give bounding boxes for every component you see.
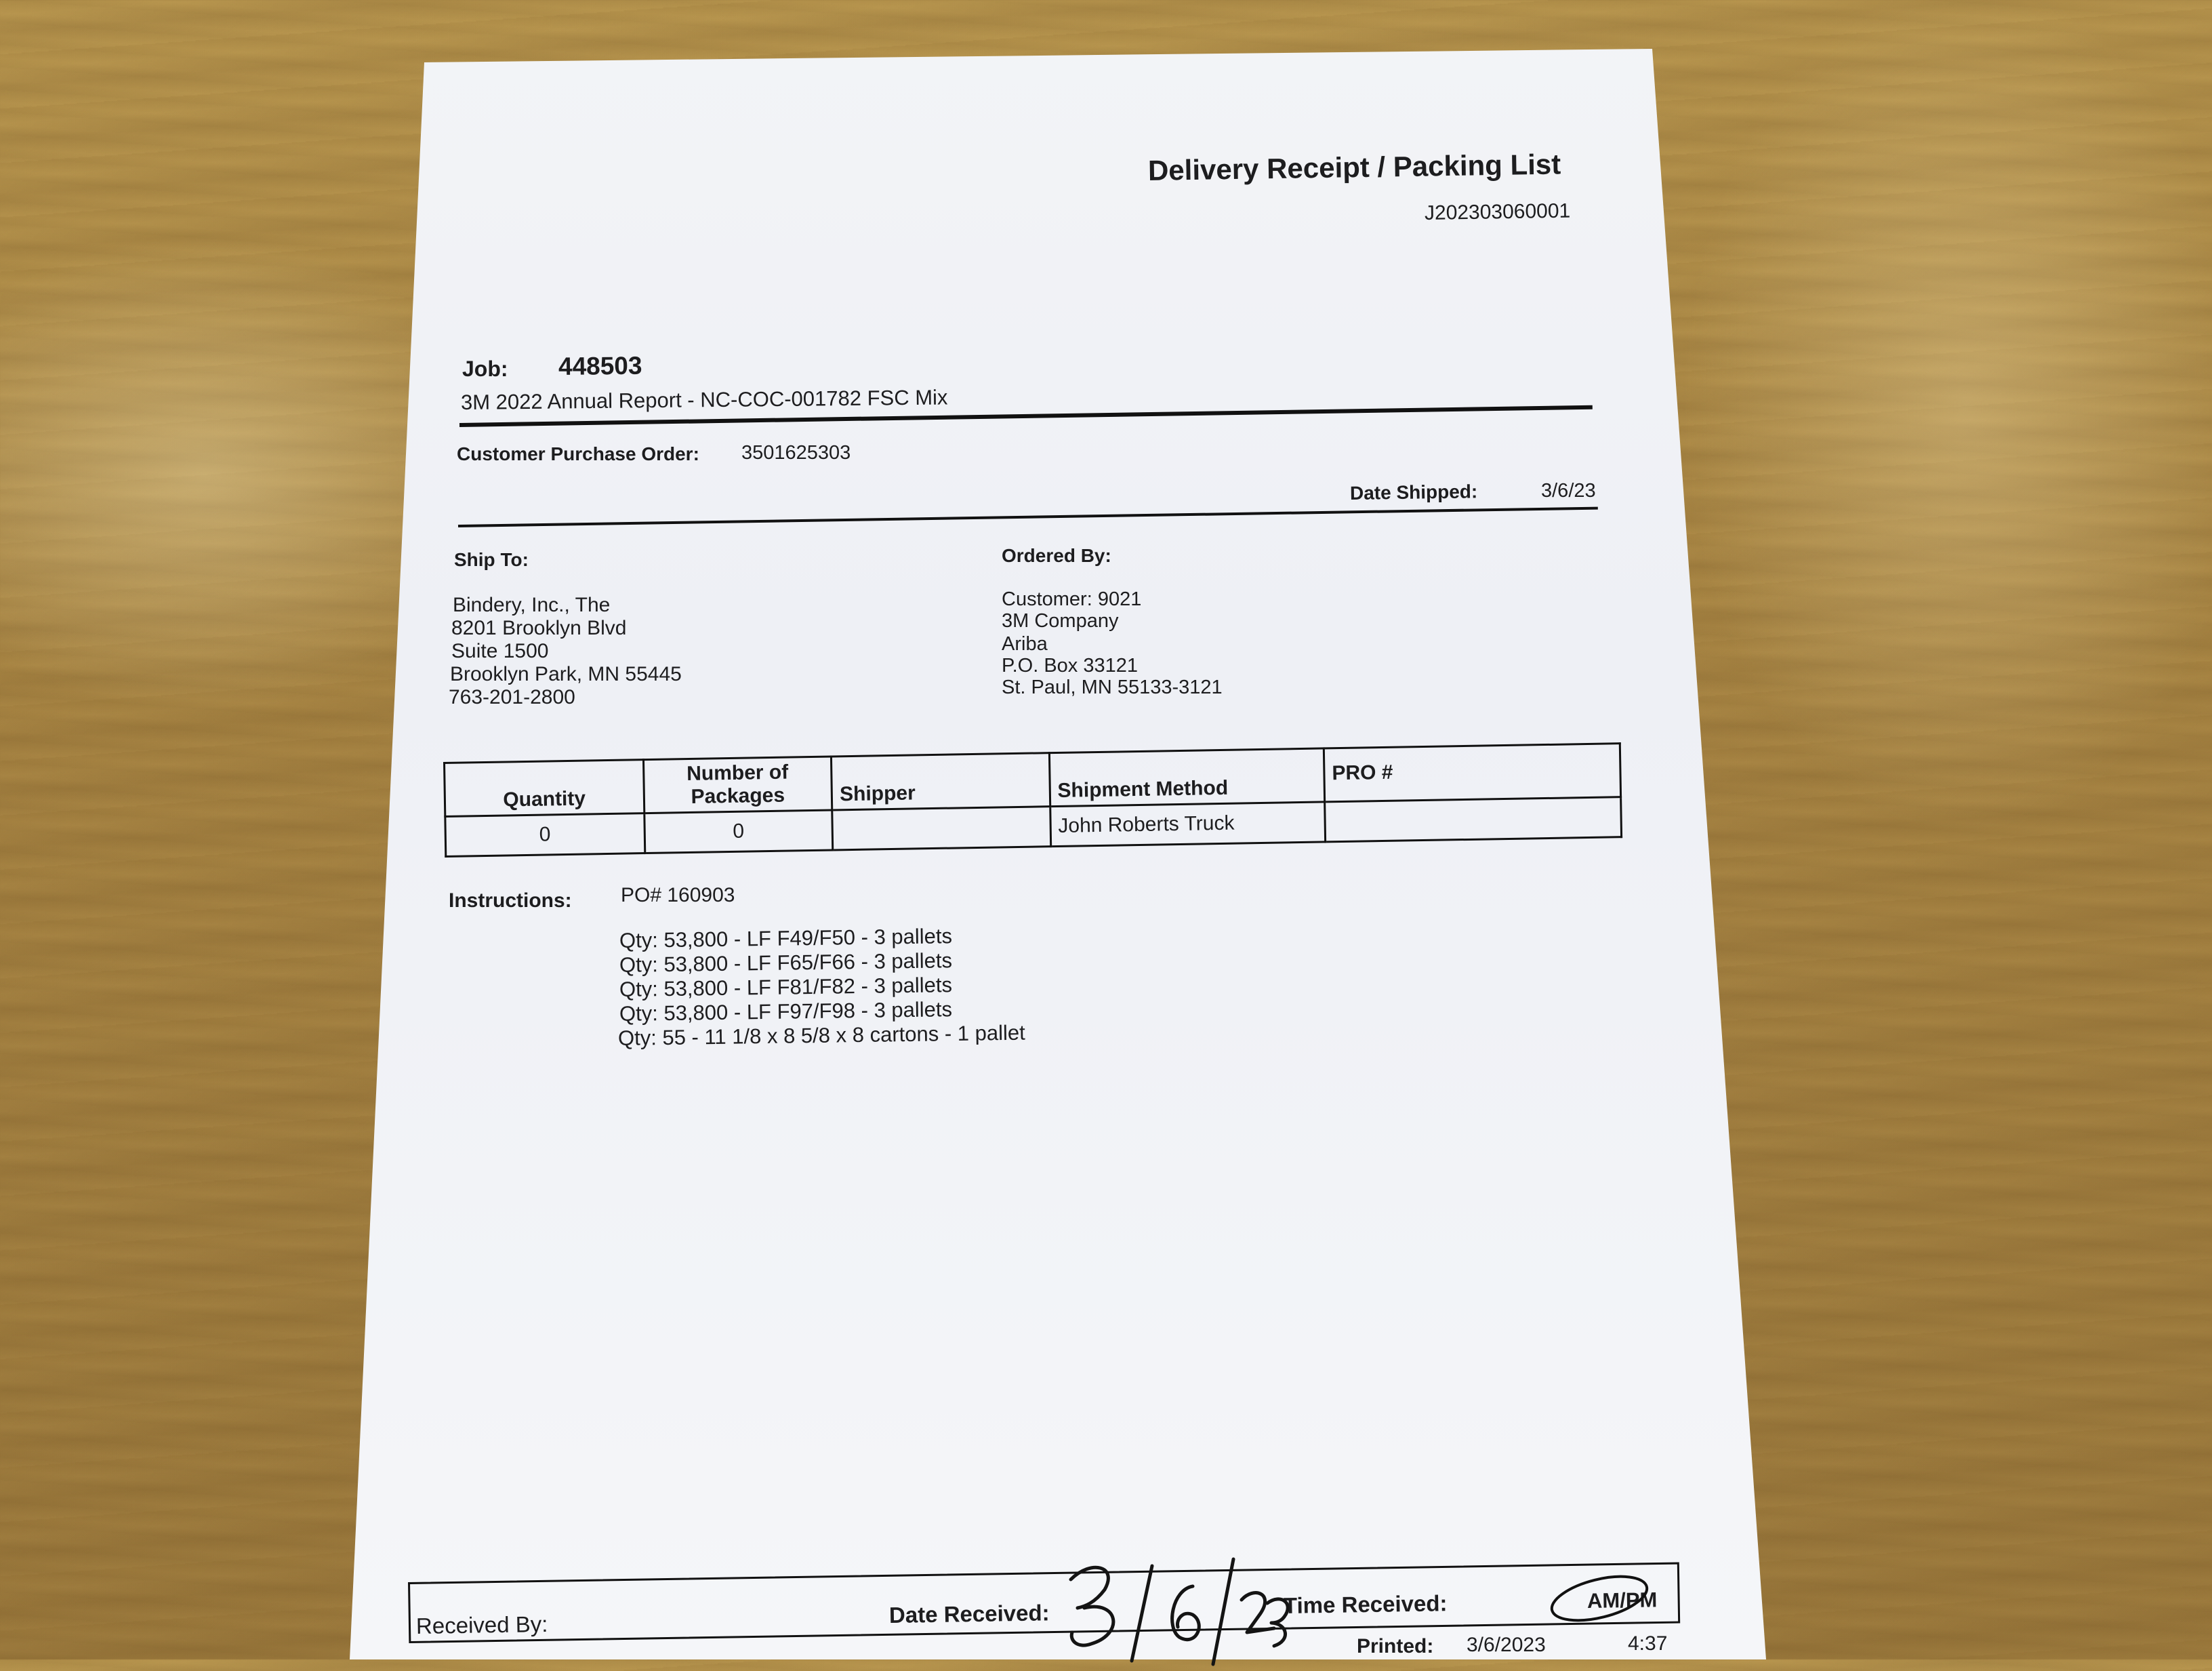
date-received-handwritten: [1064, 1552, 1294, 1671]
date-shipped-label: Date Shipped:: [1349, 481, 1478, 504]
ordered-by-line: Ariba: [1002, 633, 1048, 655]
date-received-label: Date Received:: [888, 1600, 1050, 1628]
packages-cell: 0: [644, 810, 833, 853]
printed-label: Printed:: [1357, 1635, 1434, 1657]
column-header-pro: PRO #: [1324, 744, 1620, 802]
job-number: 448503: [558, 351, 642, 380]
ordered-by-line: St. Paul, MN 55133-3121: [1002, 677, 1223, 698]
instructions-label: Instructions:: [449, 889, 572, 912]
list-item: Qty: 53,800 - LF F49/F50 - 3 pallets: [619, 924, 953, 952]
document-title: Delivery Receipt / Packing List: [1147, 148, 1561, 186]
shipment-table: [443, 742, 1622, 858]
job-label: Job:: [462, 357, 508, 381]
method-cell: John Roberts Truck: [1050, 802, 1325, 847]
list-item: Qty: 53,800 - LF F65/F66 - 3 pallets: [619, 948, 953, 977]
ship-to-label: Ship To:: [454, 549, 529, 570]
printed-time: 4:37: [1628, 1632, 1668, 1655]
column-header-shipper: Shipper: [832, 753, 1050, 810]
document-number: J202303060001: [1424, 199, 1571, 224]
column-header-packages: Number of Packages: [643, 757, 832, 813]
list-item: Qty: 53,800 - LF F81/F82 - 3 pallets: [619, 973, 953, 1001]
time-received-label: Time Received:: [1283, 1590, 1448, 1618]
ordered-by-line: Customer: 9021: [1002, 588, 1142, 610]
column-header-method: Shipment Method: [1049, 748, 1325, 807]
list-item: Qty: 55 - 11 1/8 x 8 5/8 x 8 cartons - 1 pallet: [617, 1020, 1025, 1050]
quantity-cell: 0: [445, 813, 645, 857]
date-shipped-value: 3/6/23: [1541, 480, 1596, 502]
pro-cell: [1325, 797, 1622, 842]
handwritten-date-drawing: [1064, 1552, 1294, 1668]
instructions-po: PO# 160903: [621, 884, 735, 906]
ship-to-line: 8201 Brooklyn Blvd: [451, 617, 627, 639]
ship-to-line: Brooklyn Park, MN 55445: [450, 663, 682, 685]
ordered-by-label: Ordered By:: [1002, 545, 1111, 566]
received-by-label: Received By:: [415, 1611, 548, 1638]
ordered-by-line: P.O. Box 33121: [1002, 655, 1139, 677]
ordered-by-line: 3M Company: [1002, 610, 1119, 632]
po-value: 3501625303: [741, 442, 851, 464]
po-label: Customer Purchase Order:: [457, 443, 699, 464]
job-description: 3M 2022 Annual Report - NC-COC-001782 FSC Mix: [460, 385, 948, 414]
am-pm-label: AM/PM: [1586, 1588, 1658, 1613]
shipper-cell: [832, 807, 1050, 850]
ship-to-line: Bindery, Inc., The: [453, 594, 611, 616]
list-item: Qty: 53,800 - LF F97/F98 - 3 pallets: [619, 997, 953, 1026]
ship-to-line: Suite 1500: [451, 640, 549, 662]
printed-date: 3/6/2023: [1467, 1634, 1546, 1656]
column-header-quantity: Quantity: [445, 760, 644, 817]
am-circle-mark: [1545, 1563, 1660, 1638]
ship-to-line: 763-201-2800: [449, 686, 575, 708]
